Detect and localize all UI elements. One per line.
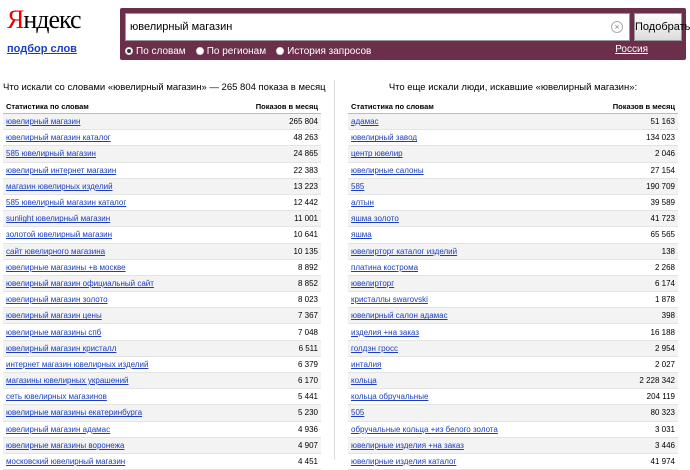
wordstat-link[interactable]: подбор слов <box>7 43 77 55</box>
table-row <box>348 292 678 308</box>
impressions-count: 190 709 <box>646 181 675 191</box>
keyword-link[interactable]: ювелирный салон адамас <box>351 311 448 321</box>
keyword-link[interactable]: платина кострома <box>351 262 419 272</box>
impressions-count: 2 027 <box>654 359 675 369</box>
keyword-link[interactable]: кристаллы swarovski <box>351 295 428 305</box>
table-row <box>348 163 678 179</box>
impressions-count: 3 031 <box>654 424 675 434</box>
impressions-count: 2 268 <box>654 262 675 272</box>
impressions-count: 22 383 <box>293 165 318 175</box>
table-row <box>348 146 678 162</box>
radio-label: По словам <box>136 45 186 57</box>
table-row <box>348 389 678 405</box>
impressions-count: 7 367 <box>297 311 318 321</box>
table-row <box>3 227 321 243</box>
logo-rest: ндекс <box>23 5 81 34</box>
column-divider <box>334 80 335 460</box>
impressions-count: 39 589 <box>650 198 675 208</box>
col-count-header: Показов в месяц <box>612 102 675 111</box>
keyword-link[interactable]: ювелирный магазин цены <box>6 311 102 321</box>
table-row <box>3 195 321 211</box>
yandex-logo[interactable] <box>7 6 81 34</box>
table-row <box>3 179 321 195</box>
keyword-link[interactable]: адамас <box>351 117 379 127</box>
search-button[interactable]: Подобрать <box>634 13 682 41</box>
left-stats-panel <box>3 82 326 470</box>
impressions-count: 7 048 <box>297 327 318 337</box>
logo-first-letter: Я <box>7 5 24 34</box>
clear-icon[interactable]: × <box>611 21 623 33</box>
table-row <box>348 341 678 357</box>
keyword-link[interactable]: ювелирный магазин <box>6 117 81 127</box>
col-words-header: Статистика по словам <box>351 102 434 111</box>
table-row <box>348 438 678 454</box>
keyword-link[interactable]: яшма золото <box>351 214 399 224</box>
keyword-link[interactable]: центр ювелир <box>351 149 403 159</box>
table-row <box>348 324 678 340</box>
table-row <box>348 211 678 227</box>
right-table-body <box>348 114 678 470</box>
keyword-link[interactable]: sunlight ювелирный магазин <box>6 214 111 224</box>
keyword-link[interactable]: 585 <box>351 181 365 191</box>
impressions-count: 41 974 <box>650 457 675 467</box>
keyword-link[interactable]: алтын <box>351 198 374 208</box>
table-row <box>348 308 678 324</box>
table-row <box>3 211 321 227</box>
table-row <box>3 146 321 162</box>
table-row <box>3 373 321 389</box>
keyword-link[interactable]: кольца обручальные <box>351 392 429 402</box>
table-row <box>3 454 321 470</box>
table-row <box>348 276 678 292</box>
left-panel-title: Что искали со словами «ювелирный магазин» — 265 804 показа в месяц <box>3 82 326 93</box>
radio-by-words[interactable] <box>125 44 186 58</box>
impressions-count: 398 <box>661 311 675 321</box>
col-words-header: Статистика по словам <box>6 102 89 111</box>
impressions-count: 134 023 <box>646 133 675 143</box>
keyword-link[interactable]: интернет магазин ювелирных изделий <box>6 359 149 369</box>
impressions-count: 48 263 <box>293 133 318 143</box>
keyword-link[interactable]: ювелирные салоны <box>351 165 424 175</box>
keyword-link[interactable]: ювелирный магазин каталог <box>6 133 111 143</box>
table-row <box>3 405 321 421</box>
keyword-link[interactable]: обручальные кольца +из белого золота <box>351 424 498 434</box>
impressions-count: 2 046 <box>654 149 675 159</box>
search-mode-group <box>125 44 371 58</box>
table-row <box>3 276 321 292</box>
table-row <box>3 163 321 179</box>
impressions-count: 4 936 <box>297 424 318 434</box>
table-row <box>348 373 678 389</box>
keyword-link[interactable]: 505 <box>351 408 365 418</box>
impressions-count: 27 154 <box>650 165 675 175</box>
keyword-link[interactable]: инталия <box>351 359 382 369</box>
keyword-link[interactable]: ювелирные изделия +на заказ <box>351 440 464 450</box>
table-row <box>348 195 678 211</box>
impressions-count: 204 119 <box>646 392 675 402</box>
keyword-link[interactable]: яшма <box>351 230 372 240</box>
keyword-link[interactable]: ювелирные магазины воронежа <box>6 440 125 450</box>
impressions-count: 138 <box>661 246 675 256</box>
impressions-count: 13 223 <box>293 181 318 191</box>
impressions-count: 3 446 <box>654 440 675 450</box>
keyword-link[interactable]: ювелирторг <box>351 278 395 288</box>
left-table-body <box>3 114 321 470</box>
keyword-link[interactable]: ювелирные магазины спб <box>6 327 102 337</box>
keyword-link[interactable]: ювелирные магазины екатеринбурга <box>6 408 143 418</box>
table-row <box>3 244 321 260</box>
table-row <box>348 422 678 438</box>
table-row <box>3 422 321 438</box>
keyword-link[interactable]: кольца <box>351 376 377 386</box>
keyword-link[interactable]: ювелирный магазин адамас <box>6 424 111 434</box>
table-row <box>348 130 678 146</box>
region-link[interactable]: Россия <box>615 44 648 55</box>
impressions-count: 65 565 <box>650 230 675 240</box>
table-row <box>3 114 321 130</box>
right-panel-title: Что еще искали люди, искавшие «ювелирный магазин»: <box>388 82 638 93</box>
table-row <box>3 308 321 324</box>
table-row <box>348 179 678 195</box>
table-row <box>348 405 678 421</box>
col-count-header: Показов в месяц <box>255 102 318 111</box>
impressions-count: 6 174 <box>654 278 675 288</box>
keyword-link[interactable]: магазин ювелирных изделий <box>6 181 113 191</box>
table-row <box>3 438 321 454</box>
radio-label: История запросов <box>287 45 372 57</box>
keyword-link[interactable]: ювелирный магазин официальный сайт <box>6 278 154 288</box>
radio-dot-icon <box>125 47 133 55</box>
keyword-link[interactable]: ювелирный завод <box>351 133 418 143</box>
keyword-link[interactable]: ювелирный магазин золото <box>6 295 108 305</box>
impressions-count: 265 804 <box>289 117 318 127</box>
right-stats-panel <box>348 82 678 470</box>
table-row <box>348 227 678 243</box>
left-table-header <box>3 100 321 114</box>
impressions-count: 8 023 <box>297 295 318 305</box>
table-row <box>348 114 678 130</box>
keyword-link[interactable]: золотой ювелирный магазин <box>6 230 112 240</box>
keyword-link[interactable]: голдэн гросс <box>351 343 398 353</box>
radio-by-regions[interactable] <box>196 44 266 58</box>
table-row <box>348 357 678 373</box>
keyword-link[interactable]: московский ювелирный магазин <box>6 457 126 467</box>
impressions-count: 10 641 <box>293 230 318 240</box>
keyword-link[interactable]: 585 ювелирный магазин каталог <box>6 198 127 208</box>
radio-dot-icon <box>196 47 204 55</box>
impressions-count: 8 852 <box>297 278 318 288</box>
table-row <box>3 341 321 357</box>
keyword-link[interactable]: ювелирные магазины +в москве <box>6 262 126 272</box>
impressions-count: 4 451 <box>297 457 318 467</box>
table-row <box>348 260 678 276</box>
impressions-count: 24 865 <box>293 149 318 159</box>
search-input[interactable] <box>125 13 630 41</box>
radio-label: По регионам <box>206 45 267 57</box>
table-row <box>3 292 321 308</box>
table-row <box>3 324 321 340</box>
impressions-count: 11 001 <box>294 214 318 224</box>
keyword-link[interactable]: сайт ювелирного магазина <box>6 246 106 256</box>
impressions-count: 12 442 <box>293 198 318 208</box>
impressions-count: 6 511 <box>298 343 318 353</box>
table-row <box>348 244 678 260</box>
radio-history[interactable] <box>276 44 371 58</box>
impressions-count: 5 441 <box>297 392 318 402</box>
impressions-count: 2 954 <box>654 343 675 353</box>
impressions-count: 16 188 <box>650 327 675 337</box>
impressions-count: 41 723 <box>650 214 675 224</box>
impressions-count: 51 163 <box>650 117 675 127</box>
keyword-link[interactable]: ювелирторг каталог изделий <box>351 246 458 256</box>
impressions-count: 4 907 <box>297 440 318 450</box>
table-row <box>3 357 321 373</box>
impressions-count: 1 878 <box>654 295 675 305</box>
search-input-value: ювелирный магазин <box>130 21 233 33</box>
keyword-link[interactable]: изделия +на заказ <box>351 327 420 337</box>
table-row <box>3 130 321 146</box>
impressions-count: 5 230 <box>297 408 318 418</box>
table-row <box>348 454 678 470</box>
impressions-count: 8 892 <box>297 262 318 272</box>
radio-dot-icon <box>276 47 284 55</box>
search-panel <box>120 8 690 60</box>
keyword-link[interactable]: ювелирный магазин кристалл <box>6 343 117 353</box>
table-row <box>3 389 321 405</box>
impressions-count: 6 379 <box>297 359 318 369</box>
right-table-header <box>348 100 678 114</box>
impressions-count: 80 323 <box>650 408 675 418</box>
impressions-count: 6 170 <box>297 376 318 386</box>
table-row <box>3 260 321 276</box>
keyword-link[interactable]: ювелирные изделия каталог <box>351 457 457 467</box>
keyword-link[interactable]: ювелирный интернет магазин <box>6 165 117 175</box>
impressions-count: 10 135 <box>293 246 318 256</box>
keyword-link[interactable]: магазины ювелирных украшений <box>6 376 129 386</box>
keyword-link[interactable]: сеть ювелирных магазинов <box>6 392 107 402</box>
impressions-count: 2 228 342 <box>639 376 675 386</box>
keyword-link[interactable]: 585 ювелирный магазин <box>6 149 96 159</box>
